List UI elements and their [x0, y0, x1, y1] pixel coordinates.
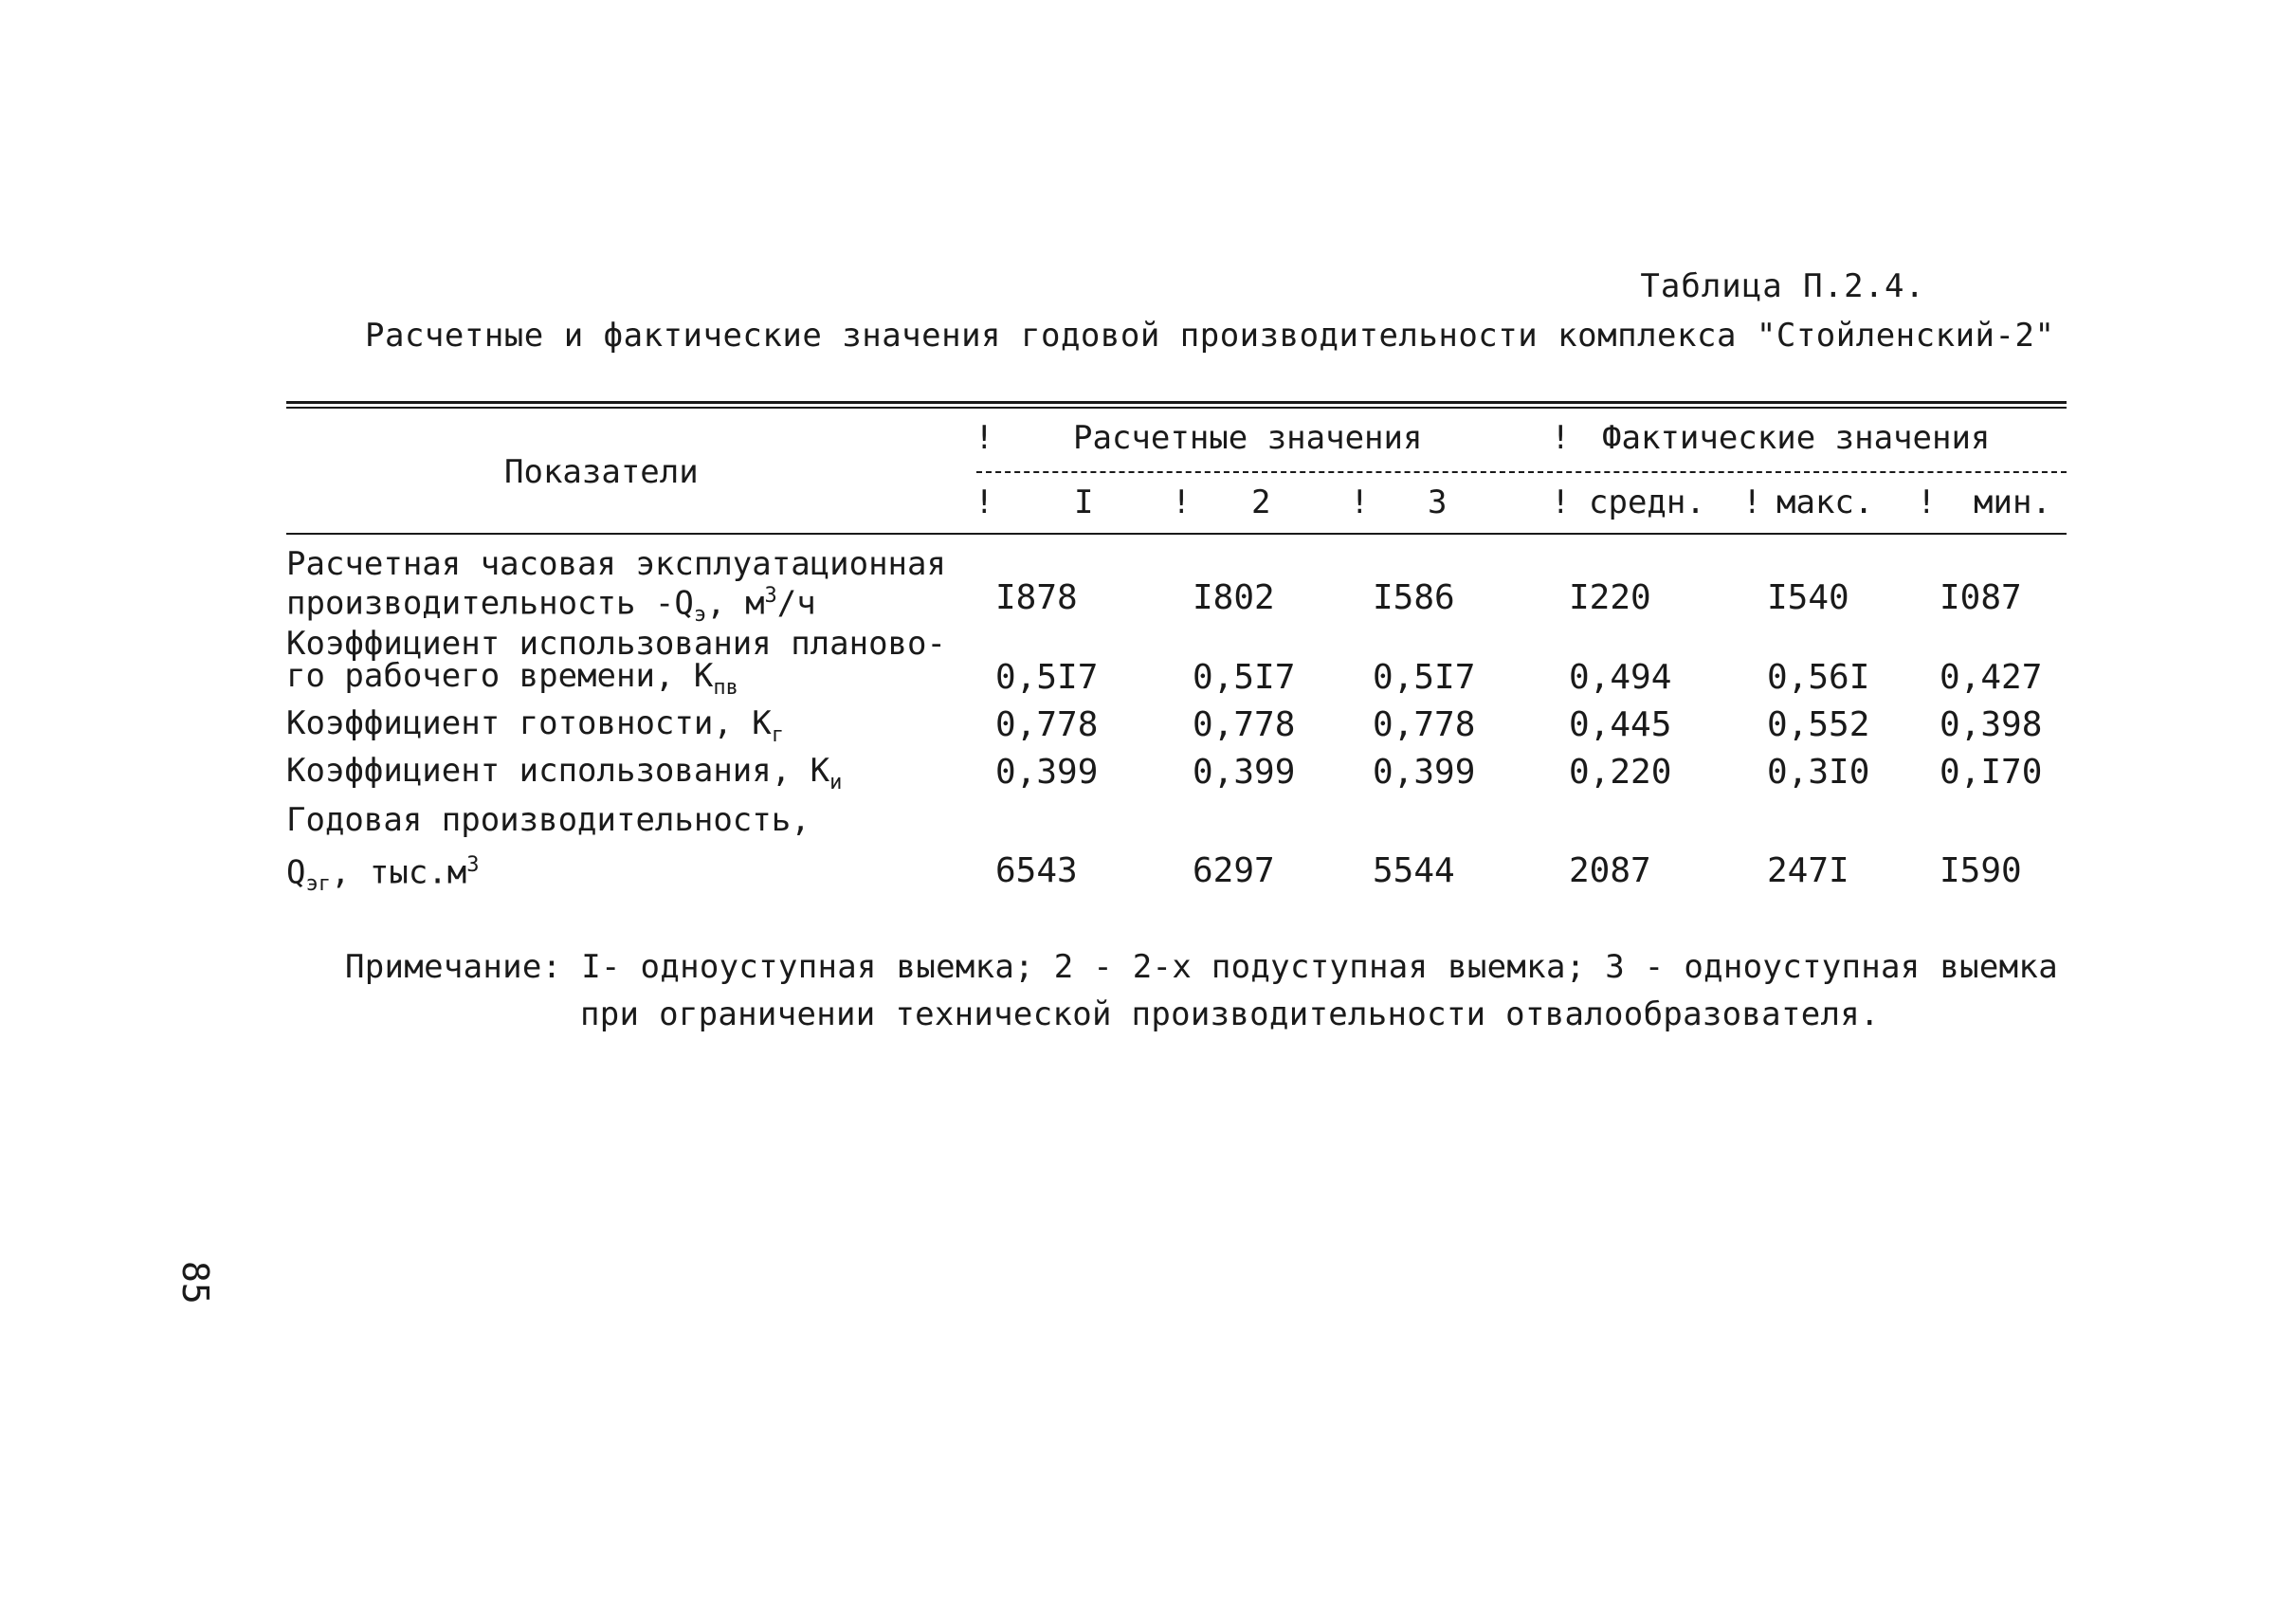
header-separator: !: [1551, 484, 1571, 521]
cell-value: 0,445: [1569, 705, 1672, 744]
cell-value: 0,5I7: [995, 658, 1099, 697]
cell-value: I220: [1569, 578, 1651, 617]
column-header-1: I: [1074, 484, 1094, 521]
cell-value: 0,778: [1373, 705, 1476, 744]
row-label: Коэффициент использования, $К_и$: [286, 752, 843, 794]
cell-value: 0,427: [1940, 658, 2043, 697]
cell-value: 0,398: [1940, 705, 2043, 744]
header-separator: !: [1172, 484, 1192, 521]
cell-value: 0,5I7: [1373, 658, 1476, 697]
header-separator: !: [1742, 484, 1762, 521]
header-actual-group: Фактические значения: [1602, 419, 1991, 457]
header-separator: !: [1917, 484, 1937, 521]
table-number: Таблица П.2.4.: [1640, 267, 1925, 305]
cell-value: 0,56I: [1767, 658, 1870, 697]
cell-value: 0,778: [1193, 705, 1296, 744]
cell-value: 0,399: [1193, 753, 1296, 792]
table-top-rule: [286, 401, 2067, 404]
column-header-min: мин.: [1974, 484, 2051, 521]
row-label: Годовая производительность, $Q_{эг}$, $тыс.м^3$: [286, 801, 811, 897]
cell-value: 0,552: [1767, 705, 1870, 744]
cell-value: 0,5I7: [1193, 658, 1296, 697]
cell-value: I087: [1940, 578, 2022, 617]
cell-value: 0,3I0: [1767, 753, 1870, 792]
cell-value: I590: [1940, 851, 2022, 890]
column-header-avg: средн.: [1589, 484, 1705, 521]
cell-value: 0,220: [1569, 753, 1672, 792]
header-separator: !: [1350, 484, 1370, 521]
cell-value: 5544: [1373, 851, 1455, 890]
header-subrule: [976, 471, 2067, 473]
column-header-max: макс.: [1776, 484, 1874, 521]
cell-value: I586: [1373, 578, 1455, 617]
row-label: Коэффициент готовности, $К_г$: [286, 704, 784, 747]
cell-value: 0,399: [1373, 753, 1476, 792]
page-number: 85: [174, 1261, 216, 1305]
cell-value: 247I: [1767, 851, 1849, 890]
column-header-2: 2: [1251, 484, 1271, 521]
cell-value: I802: [1193, 578, 1275, 617]
header-calculated-group: Расчетные значения: [1073, 419, 1423, 457]
table-top-rule-inner: [286, 407, 2067, 409]
cell-value: I878: [995, 578, 1078, 617]
header-separator: !: [974, 419, 994, 457]
cell-value: 2087: [1569, 851, 1651, 890]
row-label: Расчетная часовая эксплуатационная производительность $-Q_э$, $м^3/ч$: [286, 545, 946, 628]
header-indicators: Показатели: [504, 453, 699, 491]
cell-value: 0,399: [995, 753, 1099, 792]
cell-value: 6297: [1193, 851, 1275, 890]
header-separator: !: [974, 484, 994, 521]
note-line-2: при ограничении технической производительности отвалообразователя.: [580, 995, 1880, 1033]
cell-value: 0,I70: [1940, 753, 2043, 792]
cell-value: I540: [1767, 578, 1849, 617]
header-bottom-rule: [286, 533, 2067, 535]
header-separator: !: [1551, 419, 1571, 457]
row-label: Коэффициент использования планово- го рабочего времени, $К_{пв}$: [286, 625, 946, 700]
cell-value: 0,494: [1569, 658, 1672, 697]
note-line-1: Примечание: I- одноуступная выемка; 2 - 2-х подуступная выемка; 3 - одноуступная выемка: [345, 948, 2058, 986]
cell-value: 6543: [995, 851, 1078, 890]
column-header-3: 3: [1428, 484, 1448, 521]
cell-value: 0,778: [995, 705, 1099, 744]
table-title: Расчетные и фактические значения годовой производительности комплекса "Стойленский-2": [365, 317, 2055, 355]
